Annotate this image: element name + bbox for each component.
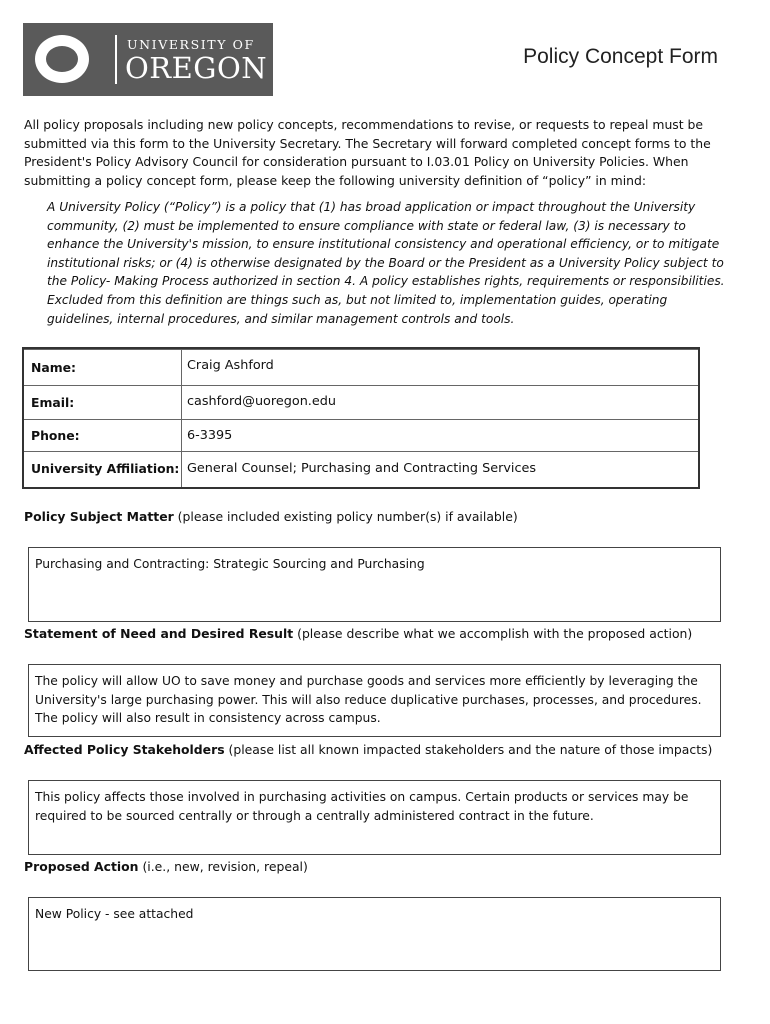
logo-line-1: UNIVERSITY OF (127, 37, 255, 52)
subject-matter-field[interactable]: Purchasing and Contracting: Strategic Sourcing and Purchasing (28, 547, 721, 622)
logo-divider (115, 35, 117, 84)
email-row (24, 385, 698, 420)
stakeholders-heading-bold: Affected Policy Stakeholders (24, 742, 225, 757)
stakeholders-heading (24, 742, 712, 757)
need-statement-heading-note: (please describe what we accomplish with the proposed action) (293, 626, 693, 641)
subject-matter-heading (24, 509, 518, 524)
o-logo-icon (35, 35, 89, 83)
phone-row (24, 419, 698, 452)
proposed-action-heading (24, 859, 308, 874)
need-statement-field[interactable]: The policy will allow UO to save money and purchase goods and services more efficiently by leveraging the University's large purchasing power. This will also reduce duplicative purchases, processes, and procedures. The policy will also result in consistency across campus. (28, 664, 721, 737)
proposed-action-heading-bold: Proposed Action (24, 859, 139, 874)
subject-matter-heading-note: (please included existing policy number(s) if available) (173, 509, 518, 524)
need-statement-heading-bold: Statement of Need and Desired Result (24, 626, 294, 641)
logo-line-2: OREGON (125, 51, 268, 85)
university-of-oregon-logo (23, 23, 273, 96)
phone-label: Phone: (31, 428, 80, 443)
stakeholders-field[interactable]: This policy affects those involved in purchasing activities on campus. Certain products or services may be required to be sourced centrally or through a centrally administered contract in the future. (28, 780, 721, 855)
affiliation-value[interactable]: General Counsel; Purchasing and Contracting Services (187, 461, 537, 476)
stakeholders-heading-note: (please list all known impacted stakeholders and the nature of those impacts) (224, 742, 713, 757)
name-value[interactable]: Craig Ashford (187, 358, 274, 373)
intro-paragraph: All policy proposals including new policy concepts, recommendations to revise, or requests to repeal must be submitted via this form to the University Secretary. The Secretary will forward completed concept forms to the President's Policy Advisory Council for consideration pursuant to I.03.01 Policy on University Policies. When submitting a policy concept form, please keep the following university definition of “policy” in mind: (24, 117, 711, 188)
affiliation-label: University Affiliation: (31, 461, 180, 476)
email-label: Email: (31, 395, 75, 410)
name-label: Name: (31, 360, 77, 375)
affiliation-row (24, 451, 698, 488)
name-row (24, 349, 698, 386)
phone-value[interactable]: 6-3395 (187, 428, 233, 443)
subject-matter-heading-bold: Policy Subject Matter (24, 509, 174, 524)
proposed-action-field[interactable]: New Policy - see attached (28, 897, 721, 971)
proposed-action-heading-note: (i.e., new, revision, repeal) (138, 859, 308, 874)
policy-definition: A University Policy (“Policy”) is a policy that (1) has broad application or impact throughout the University community, (2) must be implemented to ensure compliance with state or federal law, (3) is necessary to enhance the University's mission, to ensure institutional consistency and operational efficiency, or to mitigate institutional risks; or (4) is otherwise designated by the Board or the President as a University Policy subject to the Policy- Making Process authorized in section 4. A policy establishes rights, requirements or responsibilities. Excluded from this definition are things such as, but not limited to, implementation guides, operating guidelines, internal procedures, and similar management controls and tools. (47, 200, 725, 326)
contact-info-table (22, 347, 700, 489)
form-title: Policy Concept Form (523, 45, 718, 68)
need-statement-heading (24, 626, 692, 641)
email-value[interactable]: cashford@uoregon.edu (187, 394, 336, 409)
